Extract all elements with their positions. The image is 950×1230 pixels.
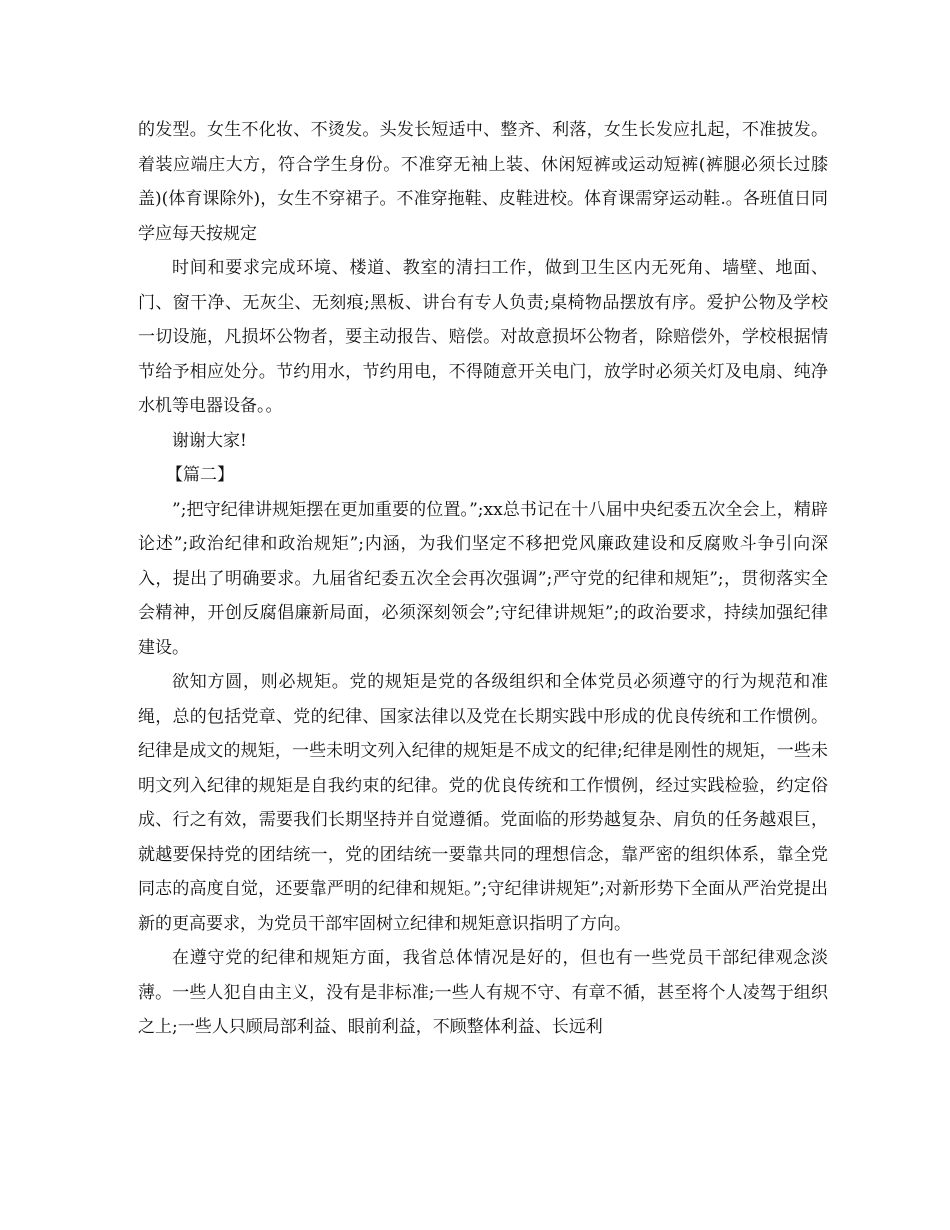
- paragraph-discipline-intro: ”;把守纪律讲规矩摆在更加重要的位置。”;xx总书记在十八届中央纪委五次全会上，精辟论述”;政治纪律和政治规矩”;内涵，为我们坚定不移把党风廉政建设和反腐败斗争引向深入，提出了明确要求。九届省纪委五次全会再次强调”;严守党的纪律和规矩”;，贯彻落实全会精神，开创反腐倡廉新局面，必须深刻领会”;守纪律讲规矩”;的政治要求，持续加强纪律建设。: [138, 499, 828, 658]
- paragraph-rules-definition: 欲知方圆，则必规矩。党的规矩是党的各级组织和全体党员必须遵守的行为规范和准绳，总的包括党章、党的纪律、国家法律以及党在长期实践中形成的优良传统和工作惯例。纪律是成文的规矩，一些未明文列入纪律的规矩是不成文的纪律;纪律是刚性的规矩，一些未明文列入纪律的规矩是自我约束的纪律。党的优良传统和工作惯例，经过实践检验，约定俗成、行之有效，需要我们长期坚持并自觉遵循。党面临的形势越复杂、肩负的任务越艰巨，就越要保持党的团结统一，党的团结统一要靠共同的理想信念，靠严密的组织体系，靠全党同志的高度自觉，还要靠严明的纪律和规矩。”;守纪律讲规矩”;对新形势下全面从严治党提出新的更高要求，为党员干部牢固树立纪律和规矩意识指明了方向。: [138, 672, 828, 934]
- paragraph-thanks: 谢谢大家!: [172, 430, 247, 451]
- paragraph-province-situation: 在遵守党的纪律和规矩方面，我省总体情况是好的，但也有一些党员干部纪律观念淡薄。一些人犯自由主义，没有是非标准;一些人有规不守、有章不循，甚至将个人凌驾于组织之上;一些人只顾局部利益、眼前利益，不顾整体利益、长远利: [138, 948, 828, 1037]
- paragraph-cleaning-duties: 时间和要求完成环境、楼道、教室的清扫工作，做到卫生区内无死角、墙壁、地面、门、窗干净、无灰尘、无刻痕;黑板、讲台有专人负责;桌椅物品摆放有序。爱护公物及学校一切设施，凡损坏公物者，要主动报告、赔偿。对故意损坏公物者，除赔偿外，学校根据情节给予相应处分。节约用水，节约用电，不得随意开关电门，放学时必须关灯及电扇、纯净水机等电器设备。。: [138, 258, 828, 416]
- document-body: [138, 113, 828, 1045]
- section-heading: 【篇二】: [166, 465, 234, 485]
- paragraph-dress-code: 的发型。女生不化妆、不烫发。头发长短适中、整齐、利落，女生长发应扎起，不准披发。着装应端庄大方，符合学生身份。不准穿无袖上装、休闲短裤或运动短裤(裤腿必须长过膝盖)(体育课除外)，女生不穿裙子。不准穿拖鞋、皮鞋进校。体育课需穿运动鞋.。各班值日同学应每天按规定: [138, 120, 828, 244]
